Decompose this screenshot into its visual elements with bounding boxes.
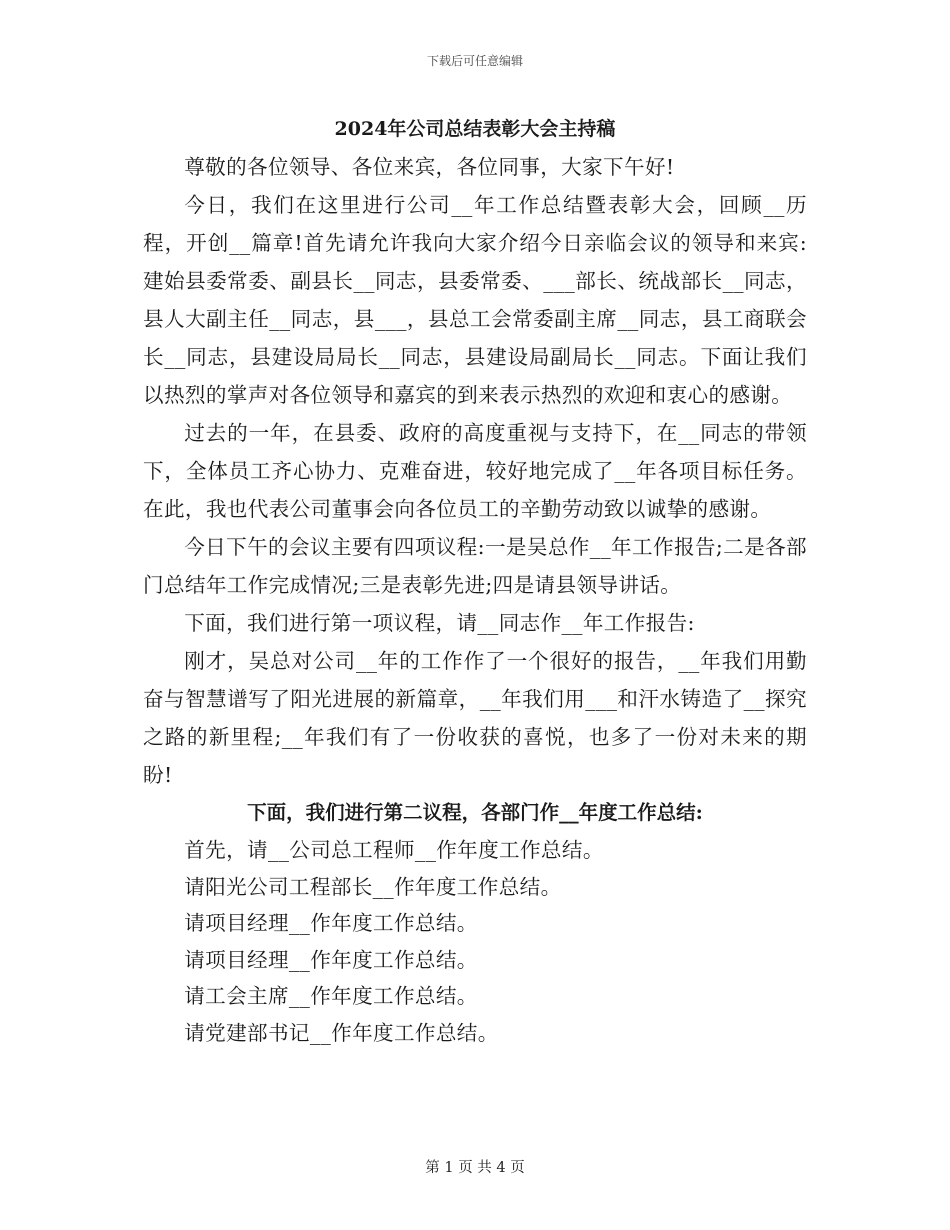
paragraph-past-year: 过去的一年，在县委、政府的高度重视与支持下，在__同志的带领下，全体员工齐心协力、克难奋进，较好地完成了__年各项目标任务。在此，我也代表公司董事会向各位员工的辛勤劳动致以诚挚的感谢。 xyxy=(143,421,807,521)
paragraph-first-item: 下面，我们进行第一项议程，请__同志作__年工作报告: xyxy=(184,611,695,635)
list-item: 首先，请__公司总工程师__作年度工作总结。 xyxy=(184,838,604,862)
paragraph-greeting: 尊敬的各位领导、各位来宾，各位同事，大家下午好! xyxy=(184,155,675,179)
document-title: 2024年公司总结表彰大会主持稿 xyxy=(334,118,616,140)
page-footer: 第 1 页 共 4 页 xyxy=(425,1160,525,1176)
list-item: 请阳光公司工程部长__作年度工作总结。 xyxy=(184,874,562,899)
list-item: 请项目经理__作年度工作总结。 xyxy=(184,911,478,935)
list-item: 请党建部书记__作年度工作总结。 xyxy=(184,1020,499,1045)
paragraph-report-summary: 刚才，吴总对公司__年的工作作了一个很好的报告，__年我们用勤奋与智慧谱写了阳光进展的新篇章，__年我们用___和汗水铸造了__探究之路的新里程;__年我们有了一份收获的喜悦，也多了一份对未来的期盼! xyxy=(143,649,807,787)
header-note: 下载后可任意编辑 xyxy=(426,54,523,68)
document-body xyxy=(143,110,807,1051)
list-item: 请工会主席__作年度工作总结。 xyxy=(184,984,478,1008)
list-item: 请项目经理__作年度工作总结。 xyxy=(184,947,478,972)
section-subheading: 下面，我们进行第二议程，各部门作__年度工作总结: xyxy=(247,801,703,824)
paragraph-agenda: 今日下午的会议主要有四项议程:一是吴总作__年工作报告;二是各部门总结年工作完成情况;三是表彰先进;四是请县领导讲话。 xyxy=(143,535,807,597)
paragraph-introduction: 今日，我们在这里进行公司__年工作总结暨表彰大会，回顾__历程，开创__篇章!首先请允许我向大家介绍今日亲临会议的领导和来宾:建始县委常委、副县长__同志，县委常委、___部长、统战部长__同志，县人大副主任__同志，县___，县总工会常委副主席__同志，县工商联会长__同志，县建设局局长__同志，县建设局副局长__同志。下面让我们以热烈的掌声对各位领导和嘉宾的到来表示热烈的欢迎和衷心的感谢。 xyxy=(143,193,807,407)
